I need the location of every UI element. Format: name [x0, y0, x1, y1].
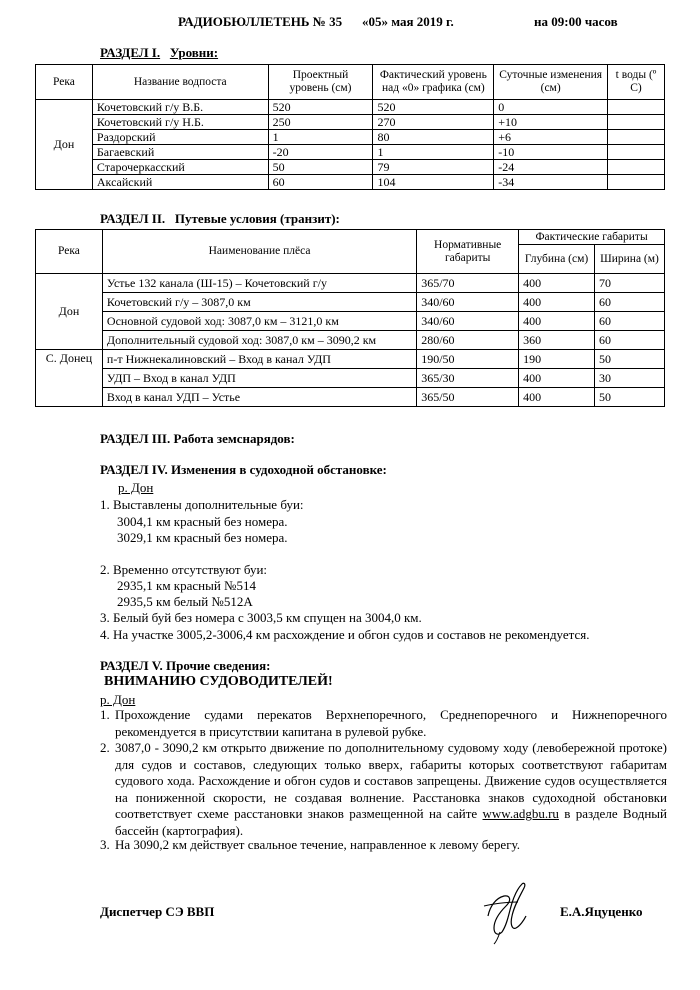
section3-title: РАЗДЕЛ III. Работа земснарядов:	[100, 431, 295, 446]
table-row	[36, 145, 665, 160]
levels-col-project: Проектный уровень (см)	[268, 65, 373, 100]
notice-item-number: 2.	[100, 740, 110, 755]
bulletin-title: РАДИОБЮЛЛЕТЕНЬ № 35	[178, 14, 343, 29]
project-level: 60	[268, 175, 373, 190]
stretch-name: п-т Нижнекалиновский – Вход в канал УДП	[102, 350, 416, 369]
dispatcher-name: Е.А.Яцуценко	[560, 904, 643, 919]
water-temp	[608, 130, 665, 145]
actual-depth: 400	[519, 293, 595, 312]
transit-table	[35, 229, 665, 407]
stretch-name: Дополнительный судовой ход: 3087,0 км – 3090,2 км	[102, 331, 416, 350]
actual-depth: 360	[519, 331, 595, 350]
levels-table-header	[36, 65, 665, 100]
post-name: Кочетовский г/у Н.Б.	[92, 115, 268, 130]
notice-item-3	[100, 837, 667, 854]
normative-dims: 340/60	[417, 293, 519, 312]
section1-title: РАЗДЕЛ I.	[100, 45, 161, 60]
drivers-notice: ВНИМАНИЮ СУДОВОДИТЕЛЕЙ!	[104, 674, 333, 689]
transit-col-width: Ширина (м)	[595, 245, 665, 274]
table-row	[36, 293, 665, 312]
stretch-name: Вход в канал УДП – Устье	[102, 388, 416, 407]
table-row	[36, 175, 665, 190]
transit-col-depth: Глубина (см)	[519, 245, 595, 274]
section4-item1-line: 3029,1 км красный без номера.	[117, 530, 288, 545]
notice-item-text: 3087,0 - 3090,2 км открыто движение по дополнительному судовому ходу (левобережной протоке) для судов и составов, следующих только вверх, габариты которых соответствуют габаритам судового хода. Расхождение и обгон судов и составов запрещены. Движение судов осуществляется на пониженной скорости, не создавая волнение. Расстановка знаков судоходной обстановки соответствует схеме расстановки знаков размещенной на сайте	[115, 740, 667, 821]
actual-level: 104	[373, 175, 494, 190]
post-name: Кочетовский г/у В.Б.	[92, 100, 268, 115]
post-name: Старочеркасский	[92, 160, 268, 175]
water-temp	[608, 160, 665, 175]
section1-subtitle: Уровни:	[169, 45, 219, 60]
actual-depth: 400	[519, 369, 595, 388]
section4-item2-line: 2935,5 км белый №512А	[117, 594, 253, 609]
levels-table	[35, 64, 665, 190]
actual-depth: 400	[519, 388, 595, 407]
table-row	[36, 331, 665, 350]
actual-level: 1	[373, 145, 494, 160]
section4-item2: 2. Временно отсутствуют буи:	[100, 562, 268, 577]
post-name: Аксайский	[92, 175, 268, 190]
section2-title: РАЗДЕЛ II.	[100, 211, 166, 226]
water-temp	[608, 175, 665, 190]
actual-level: 80	[373, 130, 494, 145]
levels-col-temp: t воды (º С)	[608, 65, 665, 100]
levels-col-actual: Фактический уровень над «0» графика (см)	[373, 65, 494, 100]
transit-river-cell: Дон	[36, 274, 103, 350]
table-row	[36, 350, 665, 369]
daily-change: -24	[494, 160, 608, 175]
table-row	[36, 274, 665, 293]
notice-item-text: На 3090,2 км действует свальное течение, направленное к левому берегу.	[115, 837, 520, 852]
normative-dims: 365/50	[417, 388, 519, 407]
table-row	[36, 160, 665, 175]
notice-item-2	[100, 740, 667, 839]
actual-width: 60	[595, 293, 665, 312]
actual-depth: 400	[519, 274, 595, 293]
actual-width: 70	[595, 274, 665, 293]
transit-river-cell: С. Донец	[36, 350, 103, 407]
section4-item1-line: 3004,1 км красный без номера.	[117, 514, 288, 529]
section4-title: РАЗДЕЛ IV. Изменения в судоходной обстановке:	[100, 462, 387, 477]
section1-heading	[100, 45, 218, 61]
levels-col-change: Суточные изменения (см)	[494, 65, 608, 100]
actual-level: 520	[373, 100, 494, 115]
dispatcher-position: Диспетчер СЭ ВВП	[100, 904, 215, 919]
daily-change: +10	[494, 115, 608, 130]
actual-depth: 190	[519, 350, 595, 369]
transit-table-header-top	[36, 230, 665, 245]
project-level: 520	[268, 100, 373, 115]
section4-item2-line: 2935,1 км красный №514	[117, 578, 256, 593]
section2-heading	[100, 211, 340, 227]
table-row	[36, 130, 665, 145]
table-row	[36, 388, 665, 407]
transit-col-river: Река	[36, 230, 103, 274]
actual-width: 60	[595, 331, 665, 350]
daily-change: -34	[494, 175, 608, 190]
daily-change: 0	[494, 100, 608, 115]
actual-width: 60	[595, 312, 665, 331]
section2-subtitle: Путевые условия (транзит):	[174, 211, 340, 226]
daily-change: -10	[494, 145, 608, 160]
section4-item1: 1. Выставлены дополнительные буи:	[100, 497, 304, 512]
transit-col-normative: Нормативные габариты	[417, 230, 519, 274]
actual-level: 270	[373, 115, 494, 130]
post-name: Раздорский	[92, 130, 268, 145]
table-row	[36, 369, 665, 388]
daily-change: +6	[494, 130, 608, 145]
transit-col-stretch: Наименование плёса	[102, 230, 416, 274]
section4-item3: 3. Белый буй без номера с 3003,5 км спущен на 3004,0 км.	[100, 610, 422, 625]
normative-dims: 190/50	[417, 350, 519, 369]
normative-dims: 280/60	[417, 331, 519, 350]
normative-dims: 340/60	[417, 312, 519, 331]
section5-river: р. Дон	[100, 692, 136, 707]
levels-river-cell: Дон	[36, 100, 93, 190]
normative-dims: 365/70	[417, 274, 519, 293]
water-temp	[608, 100, 665, 115]
section4-river: р. Дон	[118, 480, 154, 495]
actual-depth: 400	[519, 312, 595, 331]
bulletin-date: «05» мая 2019 г.	[362, 14, 454, 29]
bulletin-time: на 09:00 часов	[534, 14, 618, 29]
section5-title: РАЗДЕЛ V. Прочие сведения:	[100, 658, 271, 673]
notice-item-text: в разделе Водный бассейн (картография).	[115, 806, 667, 838]
signature-stroke	[484, 902, 518, 906]
actual-width: 30	[595, 369, 665, 388]
signature-stroke	[488, 883, 526, 934]
water-temp	[608, 115, 665, 130]
project-level: -20	[268, 145, 373, 160]
signature	[466, 876, 556, 946]
table-row	[36, 312, 665, 331]
stretch-name: Кочетовский г/у – 3087,0 км	[102, 293, 416, 312]
notice-item-1	[100, 707, 667, 740]
notice-item-number: 1.	[100, 707, 110, 722]
transit-col-actual: Фактические габариты	[519, 230, 665, 245]
website-link[interactable]: www.adgbu.ru	[482, 806, 559, 821]
notice-item-number: 3.	[100, 837, 110, 852]
stretch-name: УДП – Вход в канал УДП	[102, 369, 416, 388]
actual-width: 50	[595, 350, 665, 369]
actual-width: 50	[595, 388, 665, 407]
section4-item4: 4. На участке 3005,2-3006,4 км расхождение и обгон судов и составов не рекомендуется.	[100, 627, 590, 642]
normative-dims: 365/30	[417, 369, 519, 388]
post-name: Багаевский	[92, 145, 268, 160]
stretch-name: Основной судовой ход: 3087,0 км – 3121,0 км	[102, 312, 416, 331]
table-row	[36, 100, 665, 115]
levels-col-post: Название водпоста	[92, 65, 268, 100]
table-row	[36, 115, 665, 130]
levels-col-river: Река	[36, 65, 93, 100]
project-level: 250	[268, 115, 373, 130]
project-level: 50	[268, 160, 373, 175]
water-temp	[608, 145, 665, 160]
actual-level: 79	[373, 160, 494, 175]
project-level: 1	[268, 130, 373, 145]
stretch-name: Устье 132 канала (Ш-15) – Кочетовский г/у	[102, 274, 416, 293]
notice-item-text: Прохождение судами перекатов Верхнепоречного, Среднепоречного и Нижнепоречного рекомендуется в присутствии капитана в рулевой рубке.	[115, 707, 667, 739]
